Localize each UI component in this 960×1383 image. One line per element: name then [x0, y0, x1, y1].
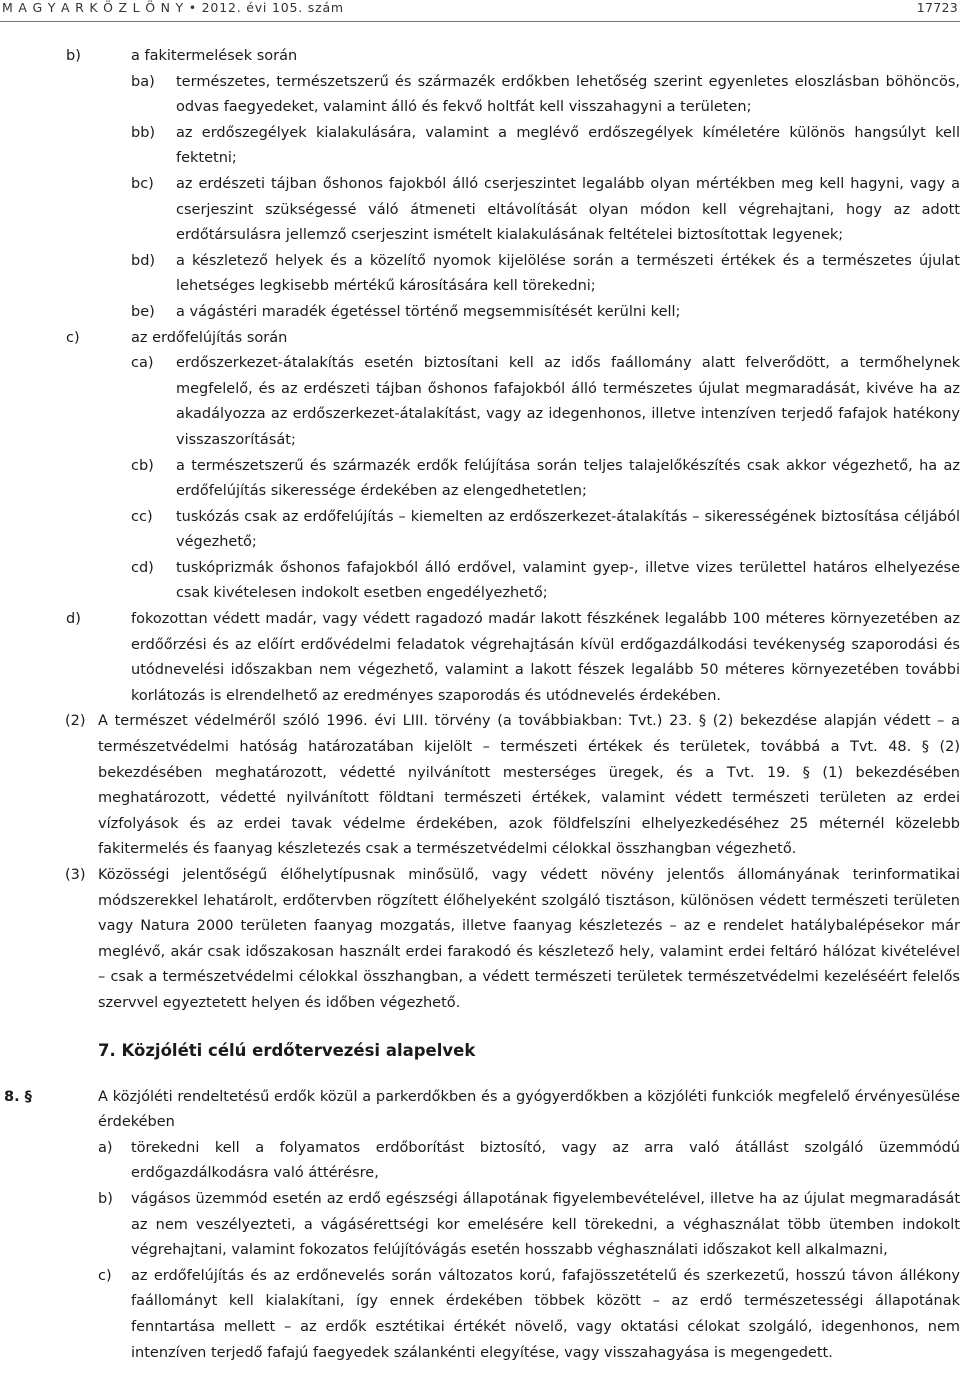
section-8: [0, 1085, 960, 1136]
journal-title: M A G Y A R K Ö Z L Ö N Y • 2012. évi 105. szám: [2, 0, 344, 15]
item-text: az erdőfelújítás során: [131, 329, 288, 346]
list-item-ba: [0, 70, 960, 121]
document-body: [0, 44, 960, 1366]
list-item-cb: [0, 454, 960, 505]
paragraph-text: Közösségi jelentőségű élőhelytípusnak minősülő, vagy védett növény jelentős állományának terinformatikai módszerekkel lehatárolt, erdőtervben rögzített élőhelyeként szolgáló tisztáson, különösen védett természeti területen vagy Natura 2000 területen faanyag mozgatás, illetve faanyag készletezés – az e rendelet hatálybalépésekor már meglévő, akár csak időszakosan használt erdei farakodó és készletező hely, valamint erdei feltáró hálózat kivételével – csak a természetvédelmi célokkal összhangban, a védett természeti területek természetvédelmi kezeléséért felelős szervvel egyeztetett helyen és időben végezhető.: [98, 867, 960, 1011]
item-label: cb): [131, 457, 154, 474]
item-text: erdőszerkezet-átalakítás esetén biztosítani kell az idős faállomány alatt felverődött, a termőhelynek megfelelő, és az erdészeti tájban őshonos fafajokból álló természetes újulat megmaradását, kivéve ha az akadályozza az erdőszerkezet-átalakítást, vagy az idegenhonos, illetve intenzíven terjedő fafajok hatékony visszaszorítását;: [176, 355, 960, 448]
item-text: a természetszerű és származék erdők felújítása során teljes talajelőkészítés csak akkor végezhető, ha az erdőfelújítás sikeressége érdekében az elengedhetetlen;: [176, 457, 960, 500]
list-item-c: [0, 326, 960, 352]
paragraph-label: (3): [65, 867, 86, 883]
page-number: 17723: [916, 0, 958, 15]
item-text: tuskózás csak az erdőfelújítás – kiemelten az erdőszerkezet-átalakítás – sikerességének biztosítása céljából végezhető;: [176, 508, 960, 551]
paragraph-3: [0, 863, 960, 1017]
item-label: ca): [131, 355, 154, 372]
item-text: az erdészeti tájban őshonos fajokból álló cserjeszintet legalább olyan mértékben meg kell hagyni, vagy a cserjeszint szükségessé váló átmeneti eltávolítását olyan módon kell végrehajtani, hogy az adott erdőtársulásra jellemző cserjeszint ismételt kialakulásának feltételei biztosítottak legyenek;: [176, 175, 960, 244]
list-item-bd: [0, 249, 960, 300]
item-label: cd): [131, 559, 154, 576]
item-label: a): [98, 1139, 113, 1156]
section-text: A közjóléti rendeltetésű erdők közül a parkerdőkben és a gyógyerdőkben a közjóléti funkciók megfelelő érvényesülése érdekében: [98, 1088, 960, 1131]
item-text: vágásos üzemmód esetén az erdő egészségi állapotának figyelembevételével, illetve ha az újulat megmaradását az nem veszélyezteti, a vágásérettségi kor emelésére kell törekedni, a véghasználat több ütemben indokolt végrehajtani, valamint fokozatos felújítóvágás esetén hosszabb véghasználati időszakot kell alkalmazni,: [131, 1190, 960, 1259]
list-item-8a: [0, 1136, 960, 1187]
item-text: a fakitermelések során: [131, 48, 298, 64]
item-label: bd): [131, 252, 156, 269]
item-label: cc): [131, 508, 153, 525]
page-header: [0, 0, 960, 22]
item-label: c): [98, 1267, 112, 1284]
list-item-ca: [0, 351, 960, 453]
item-label: b): [66, 48, 81, 64]
item-text: természetes, természetszerű és származék erdőkben lehetőség szerint egyenletes eloszlásban böhöncös, odvas faegyedeket, valamint álló és fekvő holtfát kell visszahagyni a területen;: [176, 73, 960, 116]
item-label: ba): [131, 73, 155, 90]
item-label: d): [66, 611, 81, 628]
section-label: 8. §: [4, 1088, 32, 1105]
list-item-8b: [0, 1187, 960, 1264]
list-item-cd: [0, 556, 960, 607]
item-text: tuskóprizmák őshonos fafajokból álló erdővel, valamint gyep-, illetve vizes területtel határos elhelyezése csak kivételesen indokolt esetben engedélyezhető;: [176, 559, 960, 602]
paragraph-text: A természet védelméről szóló 1996. évi LIII. törvény (a továbbiakban: Tvt.) 23. § (2) bekezdése alapján védett – a természetvédelmi hatóság határozatában kijelölt – természeti értékek és területek, továbbá a Tvt. 48. § (2) bekezdésében meghatározott, védetté nyilvánított mesterséges üregek, és a Tvt. 19. § (1) bekezdésében meghatározott, védetté nyilvánított földtani természeti értékek, valamint védett természeti területen az erdei vízfolyások és az erdei tavak védelme érdekében, azok földfelszíni elhelyezkedéséhez 25 méternél közelebb fakitermelés és faanyag készletezés csak a természetvédelmi célokkal összhangban végezhető.: [98, 713, 960, 858]
item-text: törekedni kell a folyamatos erdőborítást biztosító, vagy az arra való átállást szolgáló üzemmódú erdőgazdálkodásra való áttérésre,: [131, 1139, 960, 1182]
item-text: az erdőfelújítás és az erdőnevelés során változatos korú, fafajösszetételű és szerkezetű, hosszú távon állékony faállományt kell kialakítani, így ennek érdekében többek között – az erdő természetességi állapotának fenntartása mellett – az erdők esztétikai értékét növelő, vagy oktatási célokat szolgáló, idegenhonos, nem intenzíven terjedő fafajú faegyedek szálankénti elegyítése, vagy visszahagyása is megengedett.: [131, 1267, 960, 1361]
list-item-bc: [0, 172, 960, 249]
item-text: a vágástéri maradék égetéssel történő megsemmisítését kerülni kell;: [176, 303, 681, 320]
item-label: b): [98, 1190, 113, 1207]
item-label: be): [131, 303, 155, 320]
list-item-cc: [0, 505, 960, 556]
section-heading: 7. Közjóléti célú erdőtervezési alapelvek: [98, 1040, 476, 1060]
list-item-bb: [0, 121, 960, 172]
paragraph-2: [0, 709, 960, 863]
item-text: az erdőszegélyek kialakulására, valamint a meglévő erdőszegélyek kíméletére különös hangsúlyt kell fektetni;: [176, 124, 960, 167]
item-label: bc): [131, 175, 154, 192]
item-text: a készletező helyek és a közelítő nyomok kijelölése során a természeti értékek és a természetes újulat lehetséges legkisebb mértékű károsítására kell törekedni;: [176, 252, 960, 295]
list-item-d: [0, 607, 960, 709]
item-text: fokozottan védett madár, vagy védett ragadozó madár lakott fészkének legalább 100 méteres környezetében az erdőőrzési és az előírt erdővédelmi feladatok végrehajtásán kívül erdőgazdálkodási tevékenység szaporodási és utódnevelési időszakban nem végezhető, valamint a lakott fészek legalább 50 méteres környezetében további korlátozás is elrendelhető az eredményes szaporodás és utódnevelés érdekében.: [131, 611, 960, 704]
item-label: c): [66, 329, 80, 346]
paragraph-label: (2): [65, 713, 86, 730]
list-item-8c: [0, 1264, 960, 1366]
list-item-b: [0, 44, 960, 70]
list-item-be: [0, 300, 960, 326]
item-label: bb): [131, 124, 156, 141]
